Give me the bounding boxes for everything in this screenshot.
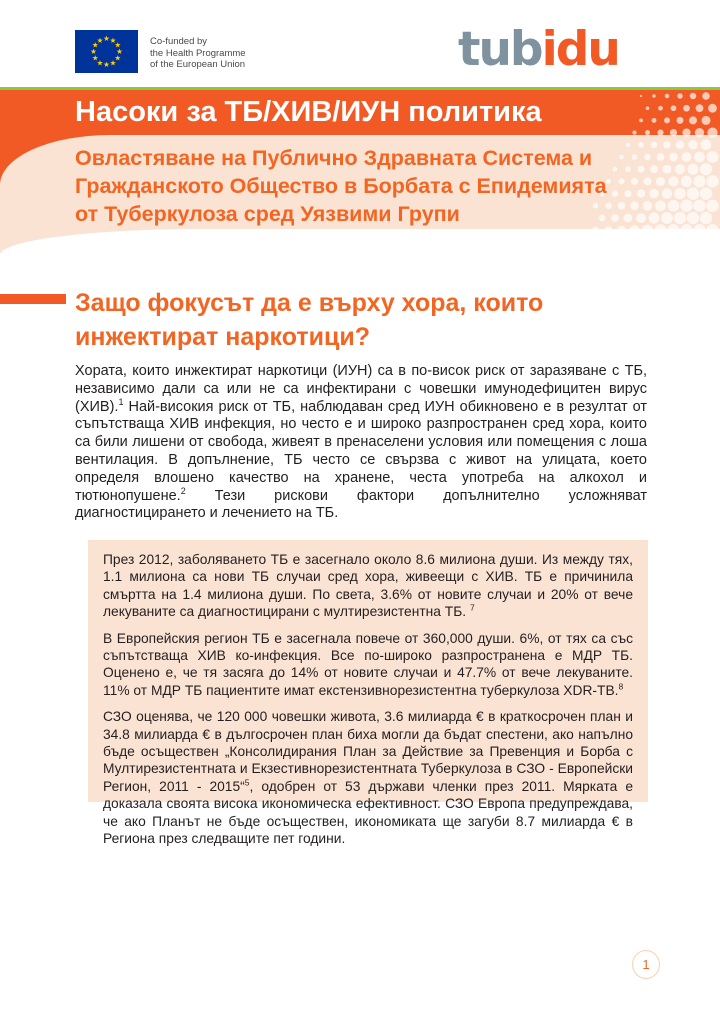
section-body-paragraph: Хората, които инжектират наркотици (ИУН) са в по-висок риск от заразяване с ТБ, независимо дали са или не са инфектирани с човешки имунодефицитен вирус (ХИВ).$^1$ Най-високия риск от ТБ, наблюдаван сред ИУН обикновено е в резултат от съпътстваща ХИВ инфекция, но често е и широко разпространен сред хора, които са били лишени от свобода, живеят в пренаселени условия или помещения с лоша вентилация. В допълнение, ТБ често се свързва с живот на улицата, което определя влошено качество на хранене, честа употреба на алкохол и тютюнопушене.$^2$ Тези рискови фактори допълнително усложняват диагностицирането и лечението на ТБ. — [75, 363, 647, 522]
tubidu-logo — [458, 22, 619, 77]
funding-line-3: of the European Union — [150, 59, 246, 70]
eu-flag-logo — [75, 30, 138, 73]
svg-text:★: ★ — [114, 53, 122, 63]
svg-text:★: ★ — [90, 47, 97, 57]
funding-line-2: the Health Programme — [150, 47, 246, 59]
svg-text:★: ★ — [103, 34, 110, 44]
tubidu-logo-orange-part: idu — [541, 22, 619, 77]
funding-statement — [150, 36, 246, 71]
svg-text:★: ★ — [103, 60, 110, 70]
svg-text:★: ★ — [116, 47, 123, 57]
tubidu-logo-gray-part: tub — [458, 22, 542, 77]
svg-text:★: ★ — [96, 58, 104, 68]
svg-text:★: ★ — [91, 53, 99, 63]
statistics-infobox — [88, 540, 648, 847]
document-subtitle: Овластяване на Публично Здравната Система и Гражданското Общество в Борбата с Епидемията от Туберкулоза сред Уязвими Групи — [75, 146, 607, 226]
infobox-paragraph-2: В Европейския регион ТБ е засегнала повече от 360,000 души. 6%, от тях са със съпътстваща ХИВ ко-инфекция. Все по-широко разпространена е МДР ТБ. Оценено е, че тя засяга до 14% от новите случаи и 47.7% от вече лекуваните. 11% от МДР ТБ пациентите имат екстензивнорезистентна туберкулоза XDR-TB.$^8$ — [103, 630, 633, 698]
svg-text:★: ★ — [114, 40, 122, 50]
svg-text:★: ★ — [109, 58, 117, 68]
svg-text:★: ★ — [109, 35, 117, 45]
infobox-paragraph-3: СЗО оценява, че 120 000 човешки живота, 3.6 милиарда € в краткосрочен план и 34.8 милиарда € в дългосрочен план биха могли да бъдат спестени, ако напълно бъде осъществен „Консолидирания План за Действие за Превенция и Борба с Мултирезистентната и Екзестивнорезистентната Туберкулоза в СЗО - Европейски Регион, 2011 - 2015“$^5$, одобрен от 53 държави членки през 2011. Мярката е доказала своята висока икономическа ефективност. СЗО Европа предупреждава, че ако Планът не бъде осъществен, икономиката ще загуби 8.7 милиарда € в Региона през следващите пет години. — [103, 709, 633, 847]
svg-text:★: ★ — [91, 40, 99, 50]
document-title: Насоки за ТБ/ХИВ/ИУН политика — [75, 96, 542, 128]
svg-text:★: ★ — [96, 35, 104, 45]
page-number: 1 — [642, 957, 650, 972]
section-heading: Защо фокусът да е върху хора, които инжектират наркотици? — [75, 289, 544, 351]
funding-line-1: Co-funded by — [150, 36, 208, 47]
infobox-paragraph-1: През 2012, заболяването ТБ е засегнало около 8.6 милиона души. Из между тях, 1.1 милиона са нови ТБ случаи сред хора, живеещи с ХИВ. ТБ е причинила смъртта на 1.4 милиона души. По света, 3.6% от новите случаи и 20% от вече лекуваните са диагностицирани с мултирезистентна ТБ. $^7$ — [103, 552, 633, 620]
section-heading-bar — [0, 294, 66, 304]
page-number-badge — [632, 950, 660, 979]
